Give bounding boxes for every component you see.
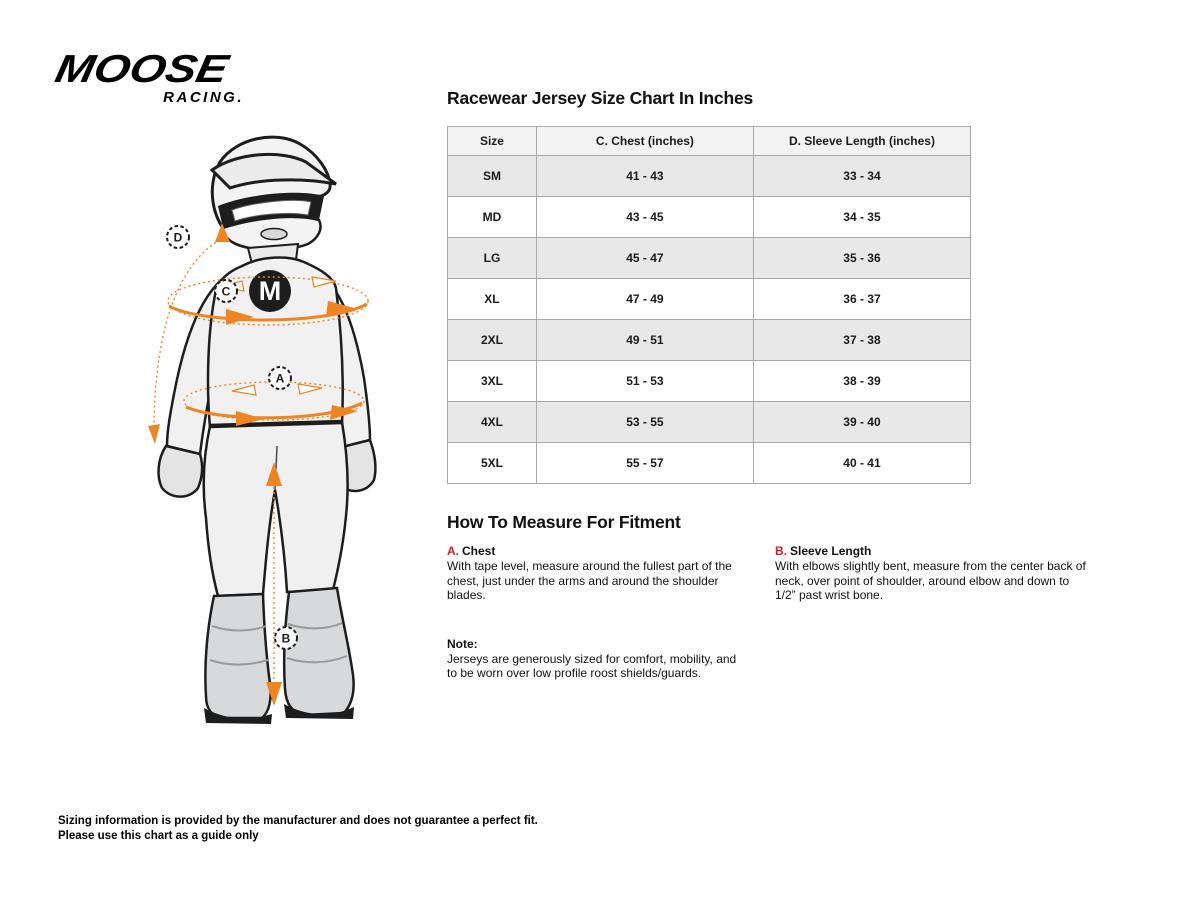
column-header-sleeve: D. Sleeve Length (inches) xyxy=(753,127,970,156)
table-cell: 35 - 36 xyxy=(753,238,970,279)
marker-b xyxy=(275,627,297,649)
table-cell: 43 - 45 xyxy=(536,197,753,238)
table-row xyxy=(448,197,971,238)
table-cell: 41 - 43 xyxy=(536,156,753,197)
note-block xyxy=(447,637,747,681)
table-cell: 3XL xyxy=(448,361,537,402)
chin-vent xyxy=(261,229,287,240)
note-text: Jerseys are generously sized for comfort, mobility, and to be worn over low profile roost shields/guards. xyxy=(447,651,737,680)
table-cell: 5XL xyxy=(448,443,537,484)
measure-title: How To Measure For Fitment xyxy=(447,512,681,532)
table-cell: 55 - 57 xyxy=(536,443,753,484)
measure-item-chest xyxy=(447,544,747,681)
right-boot xyxy=(281,588,354,719)
table-row xyxy=(448,156,971,197)
table-cell: MD xyxy=(448,197,537,238)
helmet xyxy=(212,137,336,250)
measure-b-name: Sleeve Length xyxy=(790,544,872,558)
jersey-chest-logo xyxy=(249,270,291,312)
measure-a-letter: A. xyxy=(447,544,459,558)
table-cell: 34 - 35 xyxy=(753,197,970,238)
table-row xyxy=(448,402,971,443)
logo-wordmark: MOOSE xyxy=(51,48,232,91)
column-header-chest: C. Chest (inches) xyxy=(536,127,753,156)
marker-c xyxy=(215,280,237,302)
table-cell: LG xyxy=(448,238,537,279)
measure-b-text: With elbows slightly bent, measure from the center back of neck, over point of shoulder, around elbow and down to 1/2” past wrist bone. xyxy=(775,559,1086,602)
table-cell: 4XL xyxy=(448,402,537,443)
table-cell: 2XL xyxy=(448,320,537,361)
marker-a xyxy=(269,367,291,389)
table-cell: 45 - 47 xyxy=(536,238,753,279)
table-cell: 36 - 37 xyxy=(753,279,970,320)
size-table-body xyxy=(448,156,971,484)
size-chart-table xyxy=(447,126,971,484)
svg-text:C: C xyxy=(221,284,231,299)
measure-b-letter: B. xyxy=(775,544,787,558)
table-cell: 47 - 49 xyxy=(536,279,753,320)
svg-text:B: B xyxy=(281,631,291,646)
table-cell: XL xyxy=(448,279,537,320)
table-cell: 49 - 51 xyxy=(536,320,753,361)
sleeve-measure-arrow xyxy=(148,424,160,444)
table-header-row xyxy=(448,127,971,156)
marker-d xyxy=(167,226,189,248)
table-cell: SM xyxy=(448,156,537,197)
disclaimer-line1: Sizing information is provided by the manufacturer and does not guarantee a perfect fit. xyxy=(58,815,538,827)
how-to-measure-section xyxy=(447,512,1097,681)
table-cell: 51 - 53 xyxy=(536,361,753,402)
disclaimer xyxy=(58,814,538,843)
page-title: Racewear Jersey Size Chart In Inches xyxy=(447,88,754,108)
moose-racing-logo xyxy=(51,48,246,106)
chest-logo-letter: M xyxy=(258,276,282,306)
size-chart-section xyxy=(447,88,971,484)
table-cell: 39 - 40 xyxy=(753,402,970,443)
table-cell: 40 - 41 xyxy=(753,443,970,484)
table-row xyxy=(448,443,971,484)
pants xyxy=(204,422,348,596)
table-cell: 38 - 39 xyxy=(753,361,970,402)
rider-measurement-illustration xyxy=(146,126,402,738)
table-row xyxy=(448,361,971,402)
measure-a-name: Chest xyxy=(462,544,496,558)
table-cell: 37 - 38 xyxy=(753,320,970,361)
table-cell: 33 - 34 xyxy=(753,156,970,197)
note-label: Note: xyxy=(447,636,478,651)
column-header-size: Size xyxy=(448,127,537,156)
svg-text:A: A xyxy=(275,371,285,386)
table-row xyxy=(448,320,971,361)
table-cell: 53 - 55 xyxy=(536,402,753,443)
logo-subtext: RACING. xyxy=(163,89,244,106)
left-boot xyxy=(204,594,272,724)
measure-a-text: With tape level, measure around the fullest part of the chest, just under the arms and around the shoulder blades. xyxy=(447,559,732,602)
svg-text:D: D xyxy=(173,230,183,245)
disclaimer-line2: Please use this chart as a guide only xyxy=(58,829,259,842)
table-row xyxy=(448,238,971,279)
measure-item-sleeve xyxy=(775,544,1093,681)
table-row xyxy=(448,279,971,320)
left-glove xyxy=(159,446,203,497)
